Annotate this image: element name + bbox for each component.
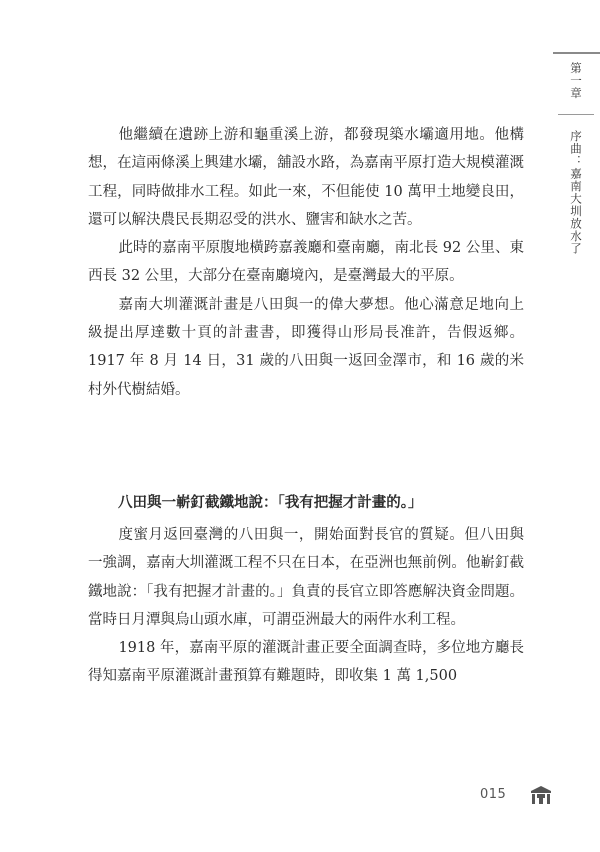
paragraph: 度蜜月返回臺灣的八田與一，開始面對長官的質疑。但八田與一強調，嘉南大圳灌溉工程不只在日本，在亞洲也無前例。他嶄釘截鐵地說：「我有把握才計畫的。」負責的長官立即答應解決資金問題。當時日月潭與烏山頭水庫，可謂亞洲最大的兩件水利工程。 bbox=[88, 527, 524, 628]
paragraph: 他繼續在遺跡上游和龜重溪上游，都發現築水壩適用地。他構想，在這兩條溪上興建水壩，舖設水路，為嘉南平原打造大規模灌溉工程，同時做排水工程。如此一來，不但能使 10 萬甲土地變良田，還可以解決農民長期忍受的洪水、鹽害和缺水之苦。 bbox=[88, 127, 524, 228]
side-tab-rule bbox=[553, 52, 600, 54]
page-number: 015 bbox=[480, 787, 507, 802]
side-tab-divider bbox=[558, 114, 594, 115]
section-heading: 八田與一嶄釘截鐵地說：「我有把握才計畫的。」 bbox=[118, 495, 423, 511]
paragraph: 嘉南大圳灌溉計畫是八田與一的偉大夢想。他心滿意足地向上級提出厚達數十頁的計畫書，即獲得山形局長准許，告假返鄉。1917 年 8 月 14 日，31 歲的八田與一返回金澤市，和 16 歲的米村外代樹結婚。 bbox=[88, 296, 524, 398]
chapter-label: 第一章 bbox=[569, 62, 583, 100]
paragraph: 1918 年，嘉南平原的灌溉計畫正要全面調查時，多位地方廳長得知嘉南平原灌溉計畫預算有難題時，即收集 1 萬 1,500 bbox=[88, 640, 524, 685]
chapter-title: 序曲：嘉南大圳放水了 bbox=[569, 130, 583, 255]
body-text-bottom bbox=[88, 521, 524, 691]
body-text-top bbox=[88, 121, 524, 404]
paragraph: 此時的嘉南平原腹地橫跨嘉義廳和臺南廳，南北長 92 公里、東西長 32 公里，大部分在臺南廳境內，是臺灣最大的平原。 bbox=[88, 240, 524, 285]
book-house-icon bbox=[530, 785, 552, 809]
